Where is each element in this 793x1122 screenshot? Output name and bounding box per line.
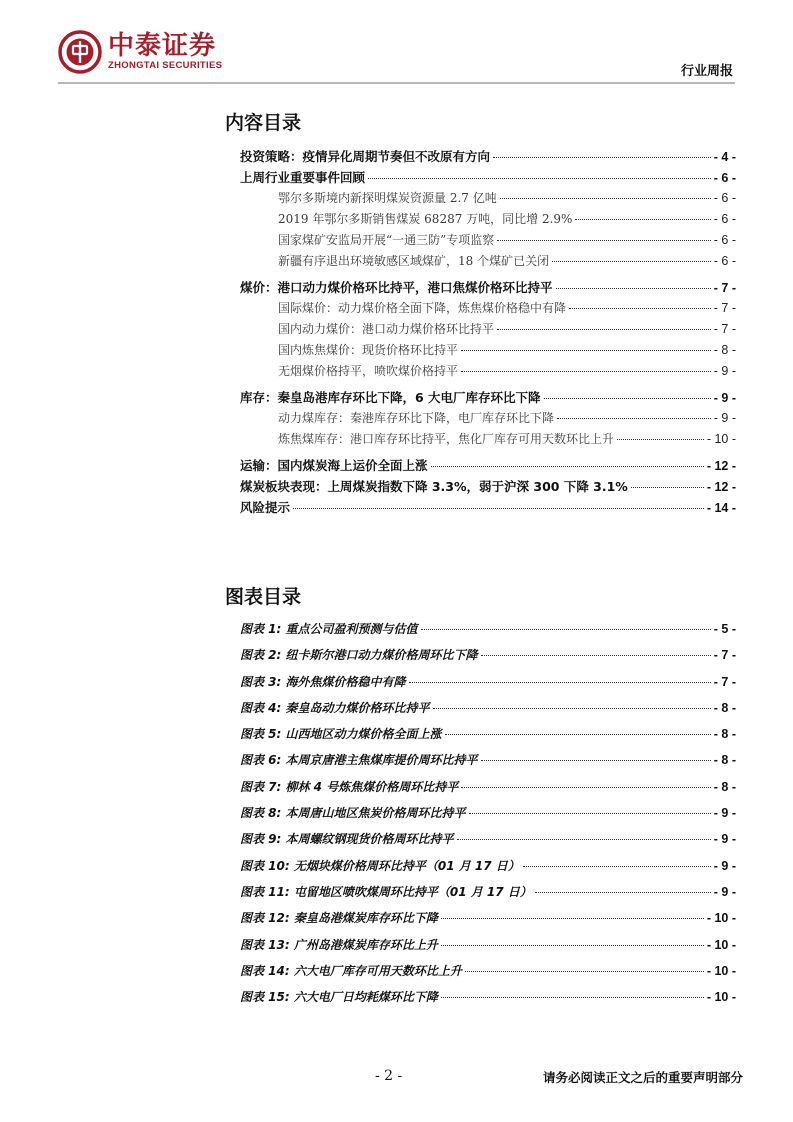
entry-page: - 10 -: [706, 911, 736, 926]
figure-entry[interactable]: [240, 962, 736, 988]
dot-leader: [409, 682, 711, 683]
dot-leader: [368, 178, 711, 179]
entry-title: 图表 3: 海外焦煤价格稳中有降: [240, 674, 406, 689]
entry-title: 图表 10: 无烟块煤价格周环比持平（01 月 17 日）: [240, 858, 520, 873]
entry-title: 鄂尔多斯境内新探明煤炭资源量 2.7 亿吨: [278, 191, 497, 205]
dot-leader: [631, 487, 704, 488]
entry-title: 煤炭板块表现：上周煤炭指数下降 3.3%，弱于沪深 300 下降 3.1%: [240, 479, 628, 494]
toc-subentry[interactable]: [240, 252, 736, 273]
entry-page: - 5 -: [713, 622, 736, 636]
contents-list: [240, 147, 736, 519]
entry-page: - 9 -: [713, 411, 736, 425]
dot-leader: [617, 439, 704, 440]
entry-page: - 7 -: [713, 301, 736, 315]
entry-page: - 9 -: [713, 858, 736, 873]
toc-subentry[interactable]: [240, 320, 736, 341]
dot-leader: [469, 813, 711, 814]
dot-leader: [544, 398, 711, 399]
toc-subentry[interactable]: [240, 341, 736, 362]
toc-entry[interactable]: [240, 168, 736, 189]
entry-title: 图表 11: 屯留地区喷吹煤周环比持平（01 月 17 日）: [240, 884, 532, 899]
entry-page: - 10 -: [706, 963, 736, 978]
entry-page: - 9 -: [713, 391, 736, 405]
toc-entry[interactable]: [240, 278, 736, 299]
page-number: - 2 -: [375, 1068, 403, 1084]
entry-title: 上周行业重要事件回顾: [240, 170, 366, 185]
entry-page: - 12 -: [706, 480, 736, 494]
entry-page: - 10 -: [706, 937, 736, 952]
figure-entry[interactable]: [240, 830, 736, 856]
entry-title: 图表 12: 秦皇岛港煤炭库存环比下降: [240, 911, 438, 926]
toc-entry[interactable]: [240, 456, 736, 477]
entry-page: - 9 -: [713, 806, 736, 821]
figure-entry[interactable]: [240, 988, 736, 1014]
dot-leader: [441, 918, 704, 919]
entry-page: - 7 -: [713, 674, 736, 689]
toc-entry[interactable]: [240, 147, 736, 168]
entry-page: - 7 -: [713, 281, 736, 295]
dot-leader: [441, 945, 704, 946]
entry-title: 无烟煤价格持平，喷吹煤价格持平: [278, 364, 459, 378]
figure-entry[interactable]: [240, 778, 736, 804]
dot-leader: [500, 198, 711, 199]
header-divider: [58, 82, 735, 84]
dot-leader: [461, 350, 711, 351]
zhongtai-logo-icon: [58, 30, 102, 74]
entry-title: 炼焦煤库存：港口库存环比持平，焦化厂库存可用天数环比上升: [278, 432, 615, 446]
dot-leader: [557, 418, 711, 419]
dot-leader: [461, 371, 711, 372]
toc-subentry[interactable]: [240, 189, 736, 210]
entry-page: - 7 -: [713, 648, 736, 663]
dot-leader: [461, 787, 711, 788]
figures-title: 图表目录: [225, 586, 302, 608]
entry-page: - 8 -: [713, 753, 736, 768]
entry-page: - 6 -: [713, 212, 736, 226]
entry-title: 图表 4: 秦皇岛动力煤价格环比持平: [240, 700, 430, 715]
entry-title: 库存：秦皇岛港库存环比下降，6 大电厂库存环比下降: [240, 390, 541, 405]
dot-leader: [465, 971, 704, 972]
figures-list: [240, 620, 736, 1014]
entry-page: - 6 -: [713, 233, 736, 247]
dot-leader: [552, 261, 711, 262]
entry-title: 风险提示: [240, 500, 291, 515]
figure-entry[interactable]: [240, 857, 736, 883]
entry-title: 2019 年鄂尔多斯销售煤炭 68287 万吨，同比增 2.9%: [278, 212, 573, 226]
entry-page: - 12 -: [706, 459, 736, 473]
entry-title: 动力煤库存：秦港库存环比下降，电厂库存环比下降: [278, 411, 555, 425]
dot-leader: [535, 892, 711, 893]
dot-leader: [433, 708, 711, 709]
entry-page: - 8 -: [713, 700, 736, 715]
figure-entry[interactable]: [240, 936, 736, 962]
dot-leader: [445, 734, 711, 735]
toc-subentry[interactable]: [240, 299, 736, 320]
toc-subentry[interactable]: [240, 362, 736, 383]
entry-title: 图表 6: 本周京唐港主焦煤库提价周环比持平: [240, 753, 478, 768]
dot-leader: [493, 157, 711, 158]
entry-title: 图表 8: 本周唐山地区焦炭价格周环比持平: [240, 806, 466, 821]
entry-title: 图表 9: 本周螺纹钢现货价格周环比持平: [240, 832, 454, 847]
dot-leader: [481, 760, 711, 761]
entry-page: - 9 -: [713, 884, 736, 899]
entry-title: 国家煤矿安监局开展“一通三防”专项监察: [278, 233, 495, 247]
brand-name-en: ZHONGTAI SECURITIES: [108, 60, 223, 71]
toc-subentry[interactable]: [240, 231, 736, 252]
dot-leader: [431, 466, 704, 467]
entry-page: - 7 -: [713, 322, 736, 336]
entry-title: 图表 15: 六大电厂日均耗煤环比下降: [240, 990, 438, 1005]
figure-entry[interactable]: [240, 909, 736, 935]
entry-title: 煤价：港口动力煤价格环比持平，港口焦煤价格环比持平: [240, 280, 553, 295]
entry-page: - 9 -: [713, 364, 736, 378]
entry-page: - 6 -: [713, 171, 736, 185]
entry-page: - 6 -: [713, 191, 736, 205]
dot-leader: [293, 508, 704, 509]
dot-leader: [523, 866, 711, 867]
entry-title: 图表 7: 柳林 4 号炼焦煤价格周环比持平: [240, 779, 459, 794]
entry-page: - 4 -: [713, 150, 736, 164]
company-logo: [58, 30, 222, 74]
entry-title: 国内炼焦煤价：现货价格环比持平: [278, 343, 459, 357]
entry-page: - 10 -: [706, 990, 736, 1005]
dot-leader: [457, 839, 711, 840]
dot-leader: [421, 629, 711, 630]
figure-entry[interactable]: [240, 883, 736, 909]
entry-page: - 6 -: [713, 254, 736, 268]
figure-entry[interactable]: [240, 725, 736, 751]
entry-title: 图表 5: 山西地区动力煤价格全面上涨: [240, 727, 442, 742]
figure-entry[interactable]: [240, 646, 736, 672]
entry-title: 新疆有序退出环境敏感区域煤矿，18 个煤矿已关闭: [278, 254, 550, 268]
dot-leader: [556, 288, 711, 289]
toc-entry[interactable]: [240, 477, 736, 498]
entry-title: 图表 1: 重点公司盈利预测与估值: [240, 622, 418, 636]
entry-title: 国际煤价：动力煤价格全面下降，炼焦煤价格稳中有降: [278, 301, 567, 315]
entry-title: 图表 2: 纽卡斯尔港口动力煤价格周环比下降: [240, 648, 478, 663]
toc-entry[interactable]: [240, 388, 736, 409]
toc-subentry[interactable]: [240, 430, 736, 451]
dot-leader: [441, 997, 704, 998]
brand-name-cn: 中泰证券: [108, 31, 217, 61]
dot-leader: [497, 240, 710, 241]
entry-title: 国内动力煤价：港口动力煤价格环比持平: [278, 322, 495, 336]
report-type: 行业周报: [680, 64, 733, 79]
figure-entry[interactable]: [240, 751, 736, 777]
entry-page: - 14 -: [706, 501, 736, 515]
entry-page: - 8 -: [713, 727, 736, 742]
entry-title: 投资策略：疫情异化周期节奏但不改原有方向: [240, 149, 491, 164]
figure-entry[interactable]: [240, 699, 736, 725]
entry-page: - 8 -: [713, 779, 736, 794]
entry-page: - 8 -: [713, 343, 736, 357]
figure-entry[interactable]: [240, 804, 736, 830]
entry-title: 图表 13: 广州岛港煤炭库存环比上升: [240, 937, 438, 952]
figure-entry[interactable]: [240, 673, 736, 699]
toc-subentry[interactable]: [240, 210, 736, 231]
dot-leader: [481, 655, 711, 656]
dot-leader: [569, 308, 711, 309]
toc-subentry[interactable]: [240, 409, 736, 430]
toc-entry[interactable]: [240, 498, 736, 519]
figure-entry[interactable]: [240, 620, 736, 646]
dot-leader: [575, 219, 710, 220]
entry-title: 图表 14: 六大电厂库存可用天数环比上升: [240, 963, 462, 978]
entry-page: - 10 -: [706, 432, 736, 446]
contents-title: 内容目录: [225, 112, 302, 134]
dot-leader: [497, 329, 711, 330]
disclaimer-note: 请务必阅读正文之后的重要声明部分: [542, 1070, 743, 1085]
entry-page: - 9 -: [713, 832, 736, 847]
entry-title: 运输：国内煤炭海上运价全面上涨: [240, 458, 428, 473]
